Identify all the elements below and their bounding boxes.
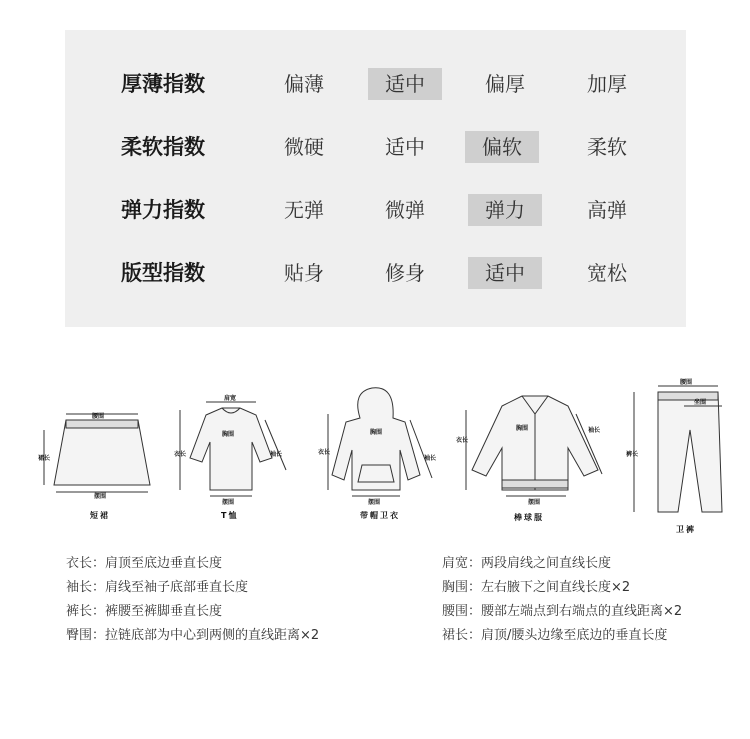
garment-label: 裤长 — [626, 451, 639, 458]
baseball-jacket-diagram — [466, 396, 602, 496]
garment-caption: T恤 — [221, 511, 239, 520]
index-option: 柔软 — [587, 135, 627, 159]
definition-item: 衣长：肩顶至底边垂直长度 — [66, 556, 223, 571]
garment-label: 袖长 — [588, 427, 601, 434]
definition-item: 裤长：裤腰至裤脚垂直长度 — [66, 604, 223, 619]
definition-item: 腰围：腰部左端点到右端点的直线距离×2 — [442, 604, 683, 619]
skirt-diagram — [44, 414, 150, 492]
definition-item: 裙长：肩顶/腰头边缘至底边的垂直长度 — [442, 628, 668, 643]
definition-item: 臀围：拉链底部为中心到两侧的直线距离×2 — [66, 628, 320, 643]
garment-label: 摆围 — [94, 493, 107, 500]
sweatpants-diagram — [634, 386, 722, 512]
index-option: 偏薄 — [284, 72, 324, 96]
garment-label: 袖长 — [270, 451, 283, 458]
definitions-right — [442, 552, 682, 648]
fabric-index-panel — [65, 30, 686, 327]
index-row-thickness — [65, 64, 686, 104]
garment-label: 衣长 — [174, 451, 187, 458]
garment-label: 摆围 — [222, 499, 235, 506]
index-row-label: 柔软指数 — [121, 135, 205, 159]
index-row-label: 厚薄指数 — [121, 72, 205, 96]
garment-label: 腰围 — [680, 379, 693, 386]
garment-label: 胸围 — [516, 425, 529, 432]
garment-label: 肩宽 — [224, 395, 237, 402]
garment-label: 胸围 — [222, 431, 235, 438]
garment-caption: 短裙 — [90, 511, 110, 520]
index-option: 微弹 — [385, 198, 425, 222]
index-option: 贴身 — [284, 261, 324, 285]
index-option: 加厚 — [587, 72, 627, 96]
index-option: 无弹 — [284, 198, 324, 222]
index-option: 高弹 — [587, 198, 627, 222]
index-option: 微硬 — [284, 135, 324, 159]
garment-diagrams-svg — [0, 370, 750, 530]
garment-label: 衣长 — [456, 437, 469, 444]
index-option: 适中 — [468, 257, 542, 289]
index-option: 修身 — [385, 261, 425, 285]
index-option: 弹力 — [468, 194, 542, 226]
index-row-softness — [65, 127, 686, 167]
garment-caption: 棒球服 — [514, 513, 544, 522]
index-option: 适中 — [385, 135, 425, 159]
garment-label: 腰围 — [92, 413, 105, 420]
definition-item: 胸围：左右腋下之间直线长度×2 — [442, 580, 631, 595]
definitions-left — [66, 552, 319, 648]
tshirt-diagram — [180, 402, 286, 496]
definition-item: 袖长：肩线至袖子底部垂直长度 — [66, 580, 249, 595]
index-option: 宽松 — [587, 261, 627, 285]
hoodie-diagram — [328, 388, 432, 496]
index-option: 适中 — [368, 68, 442, 100]
garment-caption: 卫裤 — [676, 525, 696, 534]
garment-label: 袖长 — [424, 455, 437, 462]
index-row-label: 版型指数 — [121, 261, 205, 285]
garment-label: 胸围 — [370, 429, 383, 436]
index-option: 偏厚 — [485, 72, 525, 96]
garment-diagrams — [0, 370, 750, 534]
garment-label: 衣长 — [318, 449, 331, 456]
garment-label: 裙长 — [38, 455, 51, 462]
index-row-label: 弹力指数 — [121, 198, 205, 222]
garment-label: 摆围 — [368, 499, 381, 506]
index-option: 偏软 — [465, 131, 539, 163]
index-row-elasticity — [65, 190, 686, 230]
garment-caption: 带帽卫衣 — [360, 511, 400, 520]
garment-label: 坐围 — [694, 399, 707, 406]
garment-label: 摆围 — [528, 499, 541, 506]
index-row-fit — [65, 253, 686, 293]
definition-item: 肩宽：两段肩线之间直线长度 — [442, 556, 612, 571]
